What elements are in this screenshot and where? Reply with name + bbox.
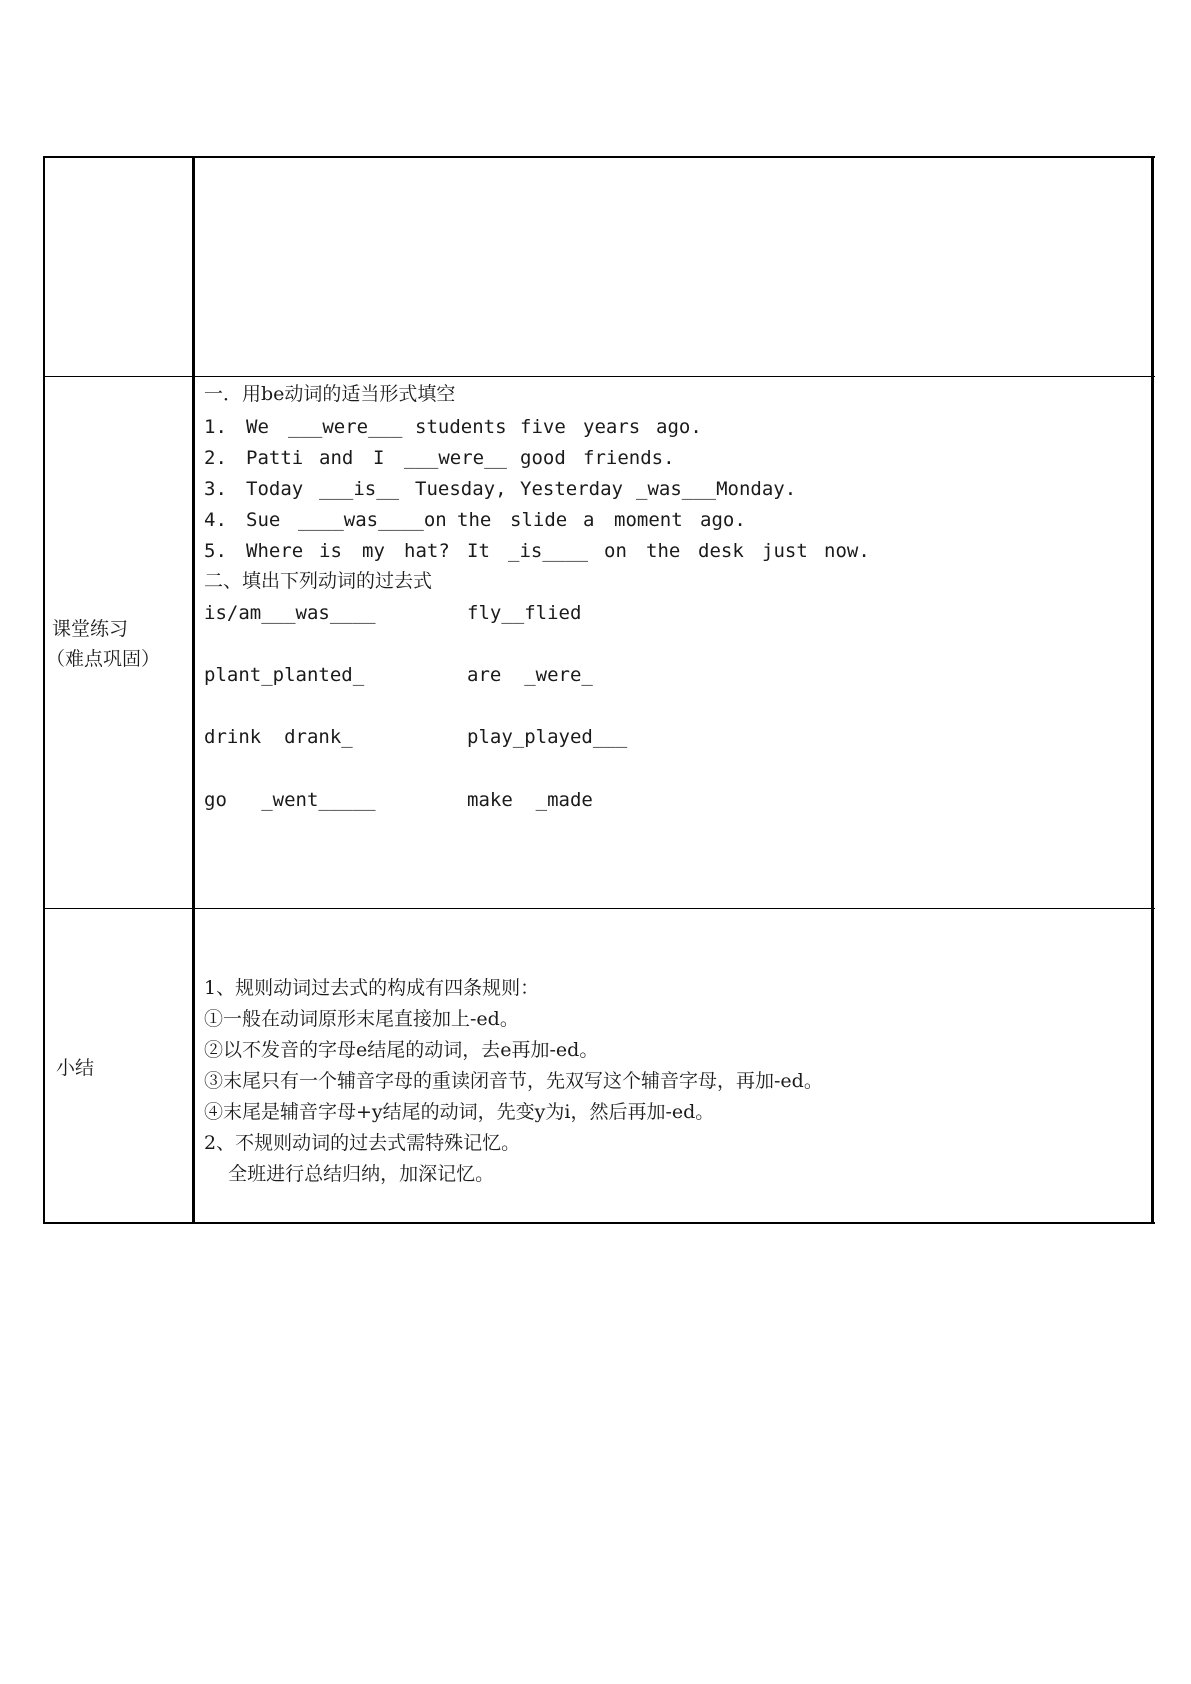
table-rule-row1-bottom <box>43 376 1155 377</box>
fill-in-word: is <box>319 540 342 562</box>
fill-in-word: 1. <box>204 416 227 438</box>
fill-in-word: Sue <box>246 509 281 531</box>
fill-in-word: five <box>520 416 566 438</box>
row-label-practice <box>46 614 188 674</box>
summary-line: 2、不规则动词的过去式需特殊记忆。 <box>204 1132 521 1154</box>
fill-in-word: 2. <box>204 447 227 469</box>
section-title-be-verbs: 一．用be动词的适当形式填空 <box>204 383 456 405</box>
summary-line: ④末尾是辅音字母+y结尾的动词，先变y为i，然后再加-ed。 <box>204 1101 715 1123</box>
row-label-summary: 小结 <box>56 1057 95 1079</box>
fill-in-word: Today <box>246 478 304 500</box>
summary-line: ②以不发音的字母e结尾的动词，去e再加-ed。 <box>204 1039 599 1061</box>
fill-in-word: I <box>373 447 385 469</box>
section-title-past-tense: 二、填出下列动词的过去式 <box>204 570 433 592</box>
fill-in-word: the <box>646 540 681 562</box>
fill-in-blank: ____was____on <box>298 509 447 531</box>
fill-in-word: 5. <box>204 540 227 562</box>
fill-in-word: the <box>457 509 492 531</box>
fill-in-blank: _was___Monday. <box>636 478 797 500</box>
fill-in-blank: ___were__ <box>404 447 507 469</box>
summary-line: 1、规则动词过去式的构成有四条规则： <box>204 977 540 999</box>
table-rule-row2-bottom <box>43 908 1155 909</box>
row-label-line: （难点巩固） <box>46 648 161 670</box>
past-tense-item: are _were_ <box>467 664 593 686</box>
table-rule-divider <box>192 156 195 1224</box>
fill-in-word: just <box>762 540 808 562</box>
summary-line: 全班进行总结归纳，加深记忆。 <box>204 1163 495 1185</box>
past-tense-item: fly__flied <box>467 602 582 624</box>
fill-in-word: friends. <box>583 447 675 469</box>
summary-line: ③末尾只有一个辅音字母的重读闭音节，先双写这个辅音字母，再加-ed。 <box>204 1070 823 1092</box>
fill-in-word: years <box>583 416 641 438</box>
fill-in-word: 4. <box>204 509 227 531</box>
past-tense-item: is/am___was____ <box>204 602 376 624</box>
fill-in-word: We <box>246 416 269 438</box>
fill-in-word: ago. <box>700 509 746 531</box>
fill-in-word: good <box>520 447 566 469</box>
past-tense-item: go _went_____ <box>204 789 376 811</box>
table-rule-right <box>1151 156 1154 1224</box>
past-tense-item: play_played___ <box>467 726 628 748</box>
fill-in-word: Tuesday, <box>415 478 507 500</box>
fill-in-word: Where <box>246 540 304 562</box>
fill-in-word: It <box>467 540 490 562</box>
fill-in-word: a <box>583 509 595 531</box>
fill-in-word: now. <box>824 540 870 562</box>
fill-in-word: students <box>415 416 507 438</box>
row-label-line: 课堂练习 <box>52 618 129 640</box>
summary-line: ①一般在动词原形末尾直接加上-ed。 <box>204 1008 519 1030</box>
fill-in-blank: _is____ <box>508 540 589 562</box>
table-rule-left <box>43 156 45 1224</box>
table-rule-bottom <box>43 1222 1155 1224</box>
fill-in-word: moment <box>614 509 683 531</box>
past-tense-item: drink drank_ <box>204 726 353 748</box>
past-tense-item: plant_planted_ <box>204 664 365 686</box>
fill-in-blank: ___were___ <box>288 416 403 438</box>
fill-in-word: Yesterday <box>520 478 623 500</box>
fill-in-blank: ___is__ <box>319 478 400 500</box>
fill-in-word: my <box>362 540 385 562</box>
table-rule-top <box>43 156 1155 158</box>
fill-in-word: slide <box>510 509 568 531</box>
fill-in-word: 3. <box>204 478 227 500</box>
past-tense-item: make _made <box>467 789 593 811</box>
summary-list <box>204 973 823 1190</box>
fill-in-word: hat? <box>404 540 450 562</box>
fill-in-word: desk <box>698 540 744 562</box>
fill-in-word: Patti <box>246 447 304 469</box>
fill-in-word: on <box>604 540 627 562</box>
fill-in-word: ago. <box>656 416 702 438</box>
fill-in-word: and <box>319 447 354 469</box>
